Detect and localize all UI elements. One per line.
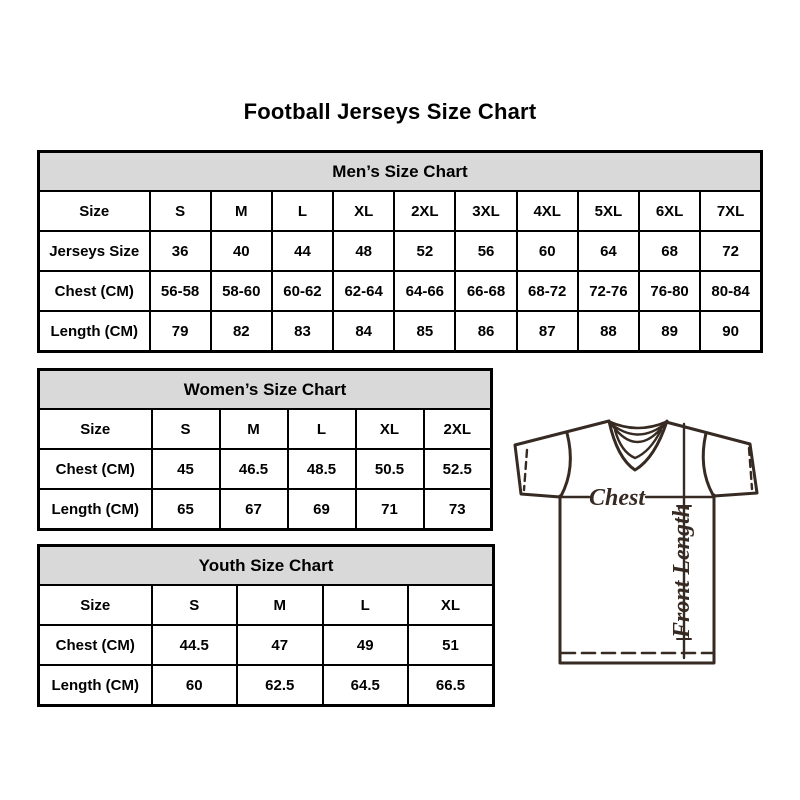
value-cell: 52.5 xyxy=(424,449,492,489)
value-cell: 45 xyxy=(152,449,220,489)
row-label: Length (CM) xyxy=(39,665,152,706)
value-cell: 84 xyxy=(333,311,394,352)
value-cell: 90 xyxy=(700,311,761,352)
value-cell: 60-62 xyxy=(272,271,333,311)
table-title: Men’s Size Chart xyxy=(39,152,762,192)
value-cell: 3XL xyxy=(455,191,516,231)
value-cell: 67 xyxy=(220,489,288,530)
value-cell: 6XL xyxy=(639,191,700,231)
youth-size-table xyxy=(37,544,495,707)
jersey-left-armhole-seam xyxy=(561,433,570,496)
value-cell: M xyxy=(211,191,272,231)
value-cell: 7XL xyxy=(700,191,761,231)
row-label: Size xyxy=(39,191,150,231)
value-cell: 44 xyxy=(272,231,333,271)
table-row xyxy=(39,665,494,706)
row-label: Chest (CM) xyxy=(39,271,150,311)
chest-label: Chest xyxy=(588,485,646,511)
table-row xyxy=(39,449,492,489)
value-cell: 36 xyxy=(150,231,211,271)
value-cell: M xyxy=(220,409,288,449)
value-cell: XL xyxy=(408,585,494,625)
row-label: Jerseys Size xyxy=(39,231,150,271)
table-title: Women’s Size Chart xyxy=(39,370,492,410)
table-row xyxy=(39,409,492,449)
value-cell: 88 xyxy=(578,311,639,352)
value-cell: 89 xyxy=(639,311,700,352)
jersey-right-sleeve xyxy=(666,422,757,496)
value-cell: 2XL xyxy=(424,409,492,449)
value-cell: L xyxy=(272,191,333,231)
value-cell: 65 xyxy=(152,489,220,530)
value-cell: 82 xyxy=(211,311,272,352)
value-cell: 46.5 xyxy=(220,449,288,489)
value-cell: 68-72 xyxy=(517,271,578,311)
value-cell: 80-84 xyxy=(700,271,761,311)
value-cell: 48.5 xyxy=(288,449,356,489)
table-row xyxy=(39,311,762,352)
value-cell: 44.5 xyxy=(152,625,238,665)
value-cell: 73 xyxy=(424,489,492,530)
value-cell: 83 xyxy=(272,311,333,352)
value-cell: 64-66 xyxy=(394,271,455,311)
mens-size-table xyxy=(37,150,763,353)
value-cell: 50.5 xyxy=(356,449,424,489)
value-cell: 5XL xyxy=(578,191,639,231)
value-cell: L xyxy=(323,585,409,625)
value-cell: 76-80 xyxy=(639,271,700,311)
value-cell: 72-76 xyxy=(578,271,639,311)
value-cell: 60 xyxy=(517,231,578,271)
jersey-collar-top-edge xyxy=(610,422,666,428)
row-label: Chest (CM) xyxy=(39,449,152,489)
jersey-right-armhole-seam xyxy=(703,433,713,495)
row-label: Size xyxy=(39,409,152,449)
table-row xyxy=(39,271,762,311)
front-length-label: Front Length xyxy=(669,503,695,639)
value-cell: M xyxy=(237,585,323,625)
value-cell: 64.5 xyxy=(323,665,409,706)
value-cell: L xyxy=(288,409,356,449)
table-row xyxy=(39,585,494,625)
page-title: Football Jerseys Size Chart xyxy=(243,99,537,124)
value-cell: 56 xyxy=(455,231,516,271)
value-cell: 2XL xyxy=(394,191,455,231)
value-cell: 68 xyxy=(639,231,700,271)
value-cell: 64 xyxy=(578,231,639,271)
jersey-left-cuff-dash xyxy=(524,450,527,490)
table-row xyxy=(39,231,762,271)
value-cell: S xyxy=(150,191,211,231)
value-cell: 87 xyxy=(517,311,578,352)
value-cell: XL xyxy=(333,191,394,231)
value-cell: 71 xyxy=(356,489,424,530)
value-cell: 69 xyxy=(288,489,356,530)
womens-size-table xyxy=(37,368,493,531)
value-cell: 62-64 xyxy=(333,271,394,311)
value-cell: 79 xyxy=(150,311,211,352)
value-cell: S xyxy=(152,585,238,625)
table-row xyxy=(39,489,492,530)
value-cell: 4XL xyxy=(517,191,578,231)
row-label: Size xyxy=(39,585,152,625)
value-cell: 66-68 xyxy=(455,271,516,311)
table-title: Youth Size Chart xyxy=(39,546,494,586)
value-cell: XL xyxy=(356,409,424,449)
value-cell: 52 xyxy=(394,231,455,271)
jersey-measurement-diagram xyxy=(498,386,794,682)
value-cell: 85 xyxy=(394,311,455,352)
value-cell: 49 xyxy=(323,625,409,665)
table-row xyxy=(39,191,762,231)
value-cell: 48 xyxy=(333,231,394,271)
value-cell: 66.5 xyxy=(408,665,494,706)
value-cell: 40 xyxy=(211,231,272,271)
value-cell: 72 xyxy=(700,231,761,271)
row-label: Chest (CM) xyxy=(39,625,152,665)
value-cell: 51 xyxy=(408,625,494,665)
table-row xyxy=(39,625,494,665)
row-label: Length (CM) xyxy=(39,311,150,352)
value-cell: 62.5 xyxy=(237,665,323,706)
value-cell: 60 xyxy=(152,665,238,706)
value-cell: 86 xyxy=(455,311,516,352)
value-cell: 47 xyxy=(237,625,323,665)
value-cell: 56-58 xyxy=(150,271,211,311)
value-cell: 58-60 xyxy=(211,271,272,311)
value-cell: S xyxy=(152,409,220,449)
row-label: Length (CM) xyxy=(39,489,152,530)
